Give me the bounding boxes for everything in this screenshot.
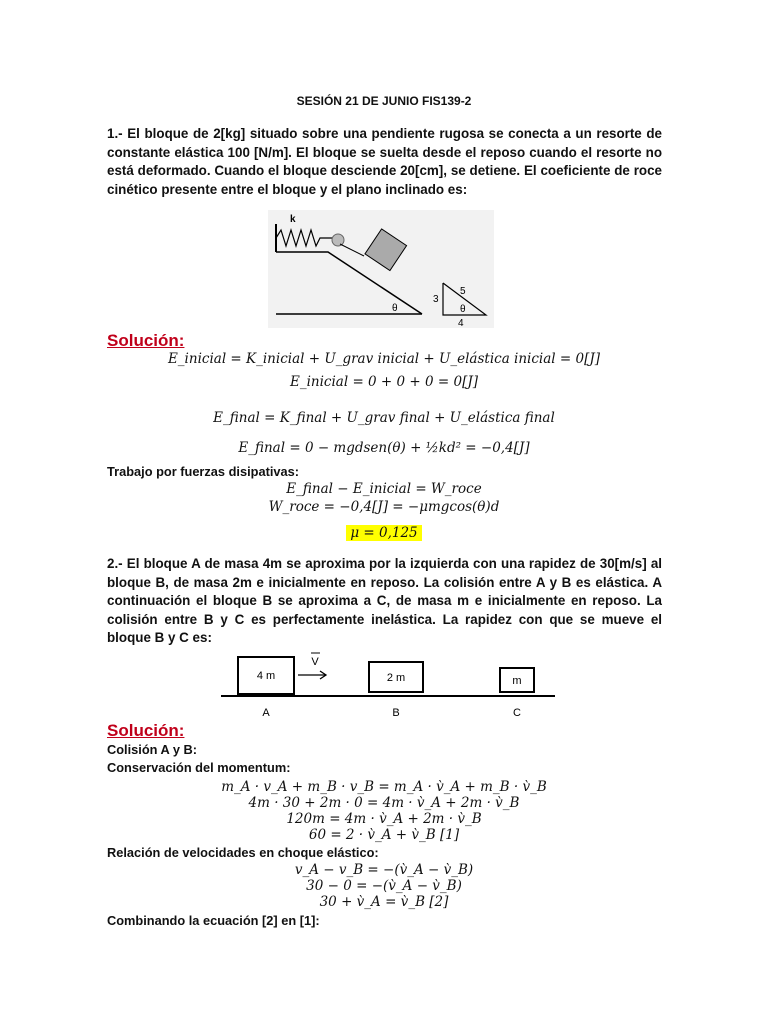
velocity-label: V — [311, 656, 319, 668]
label-collision-ab: Colisión A y B: — [107, 742, 198, 757]
incline-figure — [268, 210, 498, 330]
block-a-mass: 4 m — [256, 670, 276, 682]
solution-1-title: Solución: — [107, 331, 185, 350]
solution-2-title: Solución: — [107, 721, 185, 740]
label-momentum: Conservación del momentum: — [107, 760, 291, 775]
triangle-adjacent-label: 4 — [458, 318, 464, 329]
label-dissipative-work: Trabajo por fuerzas disipativas: — [107, 464, 300, 479]
equation-momentum-3: 120m = 4m · v̀_A + 2m · v̀_B — [286, 811, 482, 827]
label-combine: Combinando la ecuación [2] en [1]: — [107, 913, 320, 928]
block-b-mass: 2 m — [386, 672, 406, 684]
block-a-label: A — [262, 707, 270, 719]
triangle-hypotenuse-label: 5 — [460, 286, 466, 297]
equation-initial-energy-value: E_inicial = 0 + 0 + 0 = 0[J] — [289, 374, 479, 390]
equation-momentum-4: 60 = 2 · v̀_A + v̀_B [1] — [308, 827, 460, 843]
incline-angle-label: θ — [392, 303, 398, 314]
equation-relation-2: 30 − 0 = −(v̀_A − v̀_B) — [306, 878, 462, 894]
problem-2-text: 2.- El bloque A de masa 4m se aproxima por la izquierda con una rapidez de 30[m/s] al bloque B, de masa 2m e inicialmente en reposo. La colisión entre A y B es elástica. A continuación el bloque B se aproxima a C, de masa m e inicialmente en reposo. La colisión entre B y C es perfectamente inelástica. La rapidez con que se mueve el bloque B y C es: — [107, 556, 662, 645]
result-row — [0, 524, 768, 542]
equation-momentum-2: 4m · 30 + 2m · 0 = 4m · v̀_A + 2m · v̀_B — [248, 795, 520, 811]
blocks-figure — [218, 645, 558, 723]
triangle-opposite-label: 3 — [433, 294, 439, 305]
block-c-label: C — [513, 707, 521, 719]
equation-relation-1: v_A − v_B = −(v̀_A − v̀_B) — [294, 862, 474, 878]
page-header: SESIÓN 21 DE JUNIO FIS139-2 — [296, 94, 472, 108]
pulley — [332, 234, 344, 246]
problem-1-text: 1.- El bloque de 2[kg] situado sobre una pendiente rugosa se conecta a un resorte de constante elástica 100 [N/m]. El bloque se suelta desde el reposo cuando el resorte no está deformado. Cuando el bloque desciende 20[cm], se detiene. El coeficiente de roce cinético presente entre el bloque y el plano inclinado es: — [107, 126, 662, 197]
block-c-mass: m — [512, 675, 522, 687]
equation-final-energy-value: E_final = 0 − mgdsen(θ) + ½kd² = −0,4[J] — [238, 440, 530, 456]
equation-momentum-1: m_A · v_A + m_B · v_B = m_A · v̀_A + m_B · v̀_B — [221, 779, 547, 795]
equation-friction-work: W_roce = −0,4[J] = −μmgcos(θ)d — [268, 499, 500, 515]
triangle-angle-label: θ — [460, 304, 466, 315]
block-b-label: B — [392, 707, 400, 719]
equation-initial-energy: E_inicial = K_inicial + U_grav inicial + U_elástica inicial = 0[J] — [167, 351, 601, 367]
result-mu: μ = 0,125 — [346, 525, 421, 541]
label-velocity-relation: Relación de velocidades en choque elástico: — [107, 845, 379, 860]
equation-final-energy: E_final = K_final + U_grav final + U_elástica final — [213, 410, 555, 426]
equation-work-energy: E_final − E_inicial = W_roce — [286, 481, 482, 497]
spring-label: k — [290, 214, 296, 225]
equation-relation-3: 30 + v̀_A = v̀_B [2] — [319, 894, 449, 910]
